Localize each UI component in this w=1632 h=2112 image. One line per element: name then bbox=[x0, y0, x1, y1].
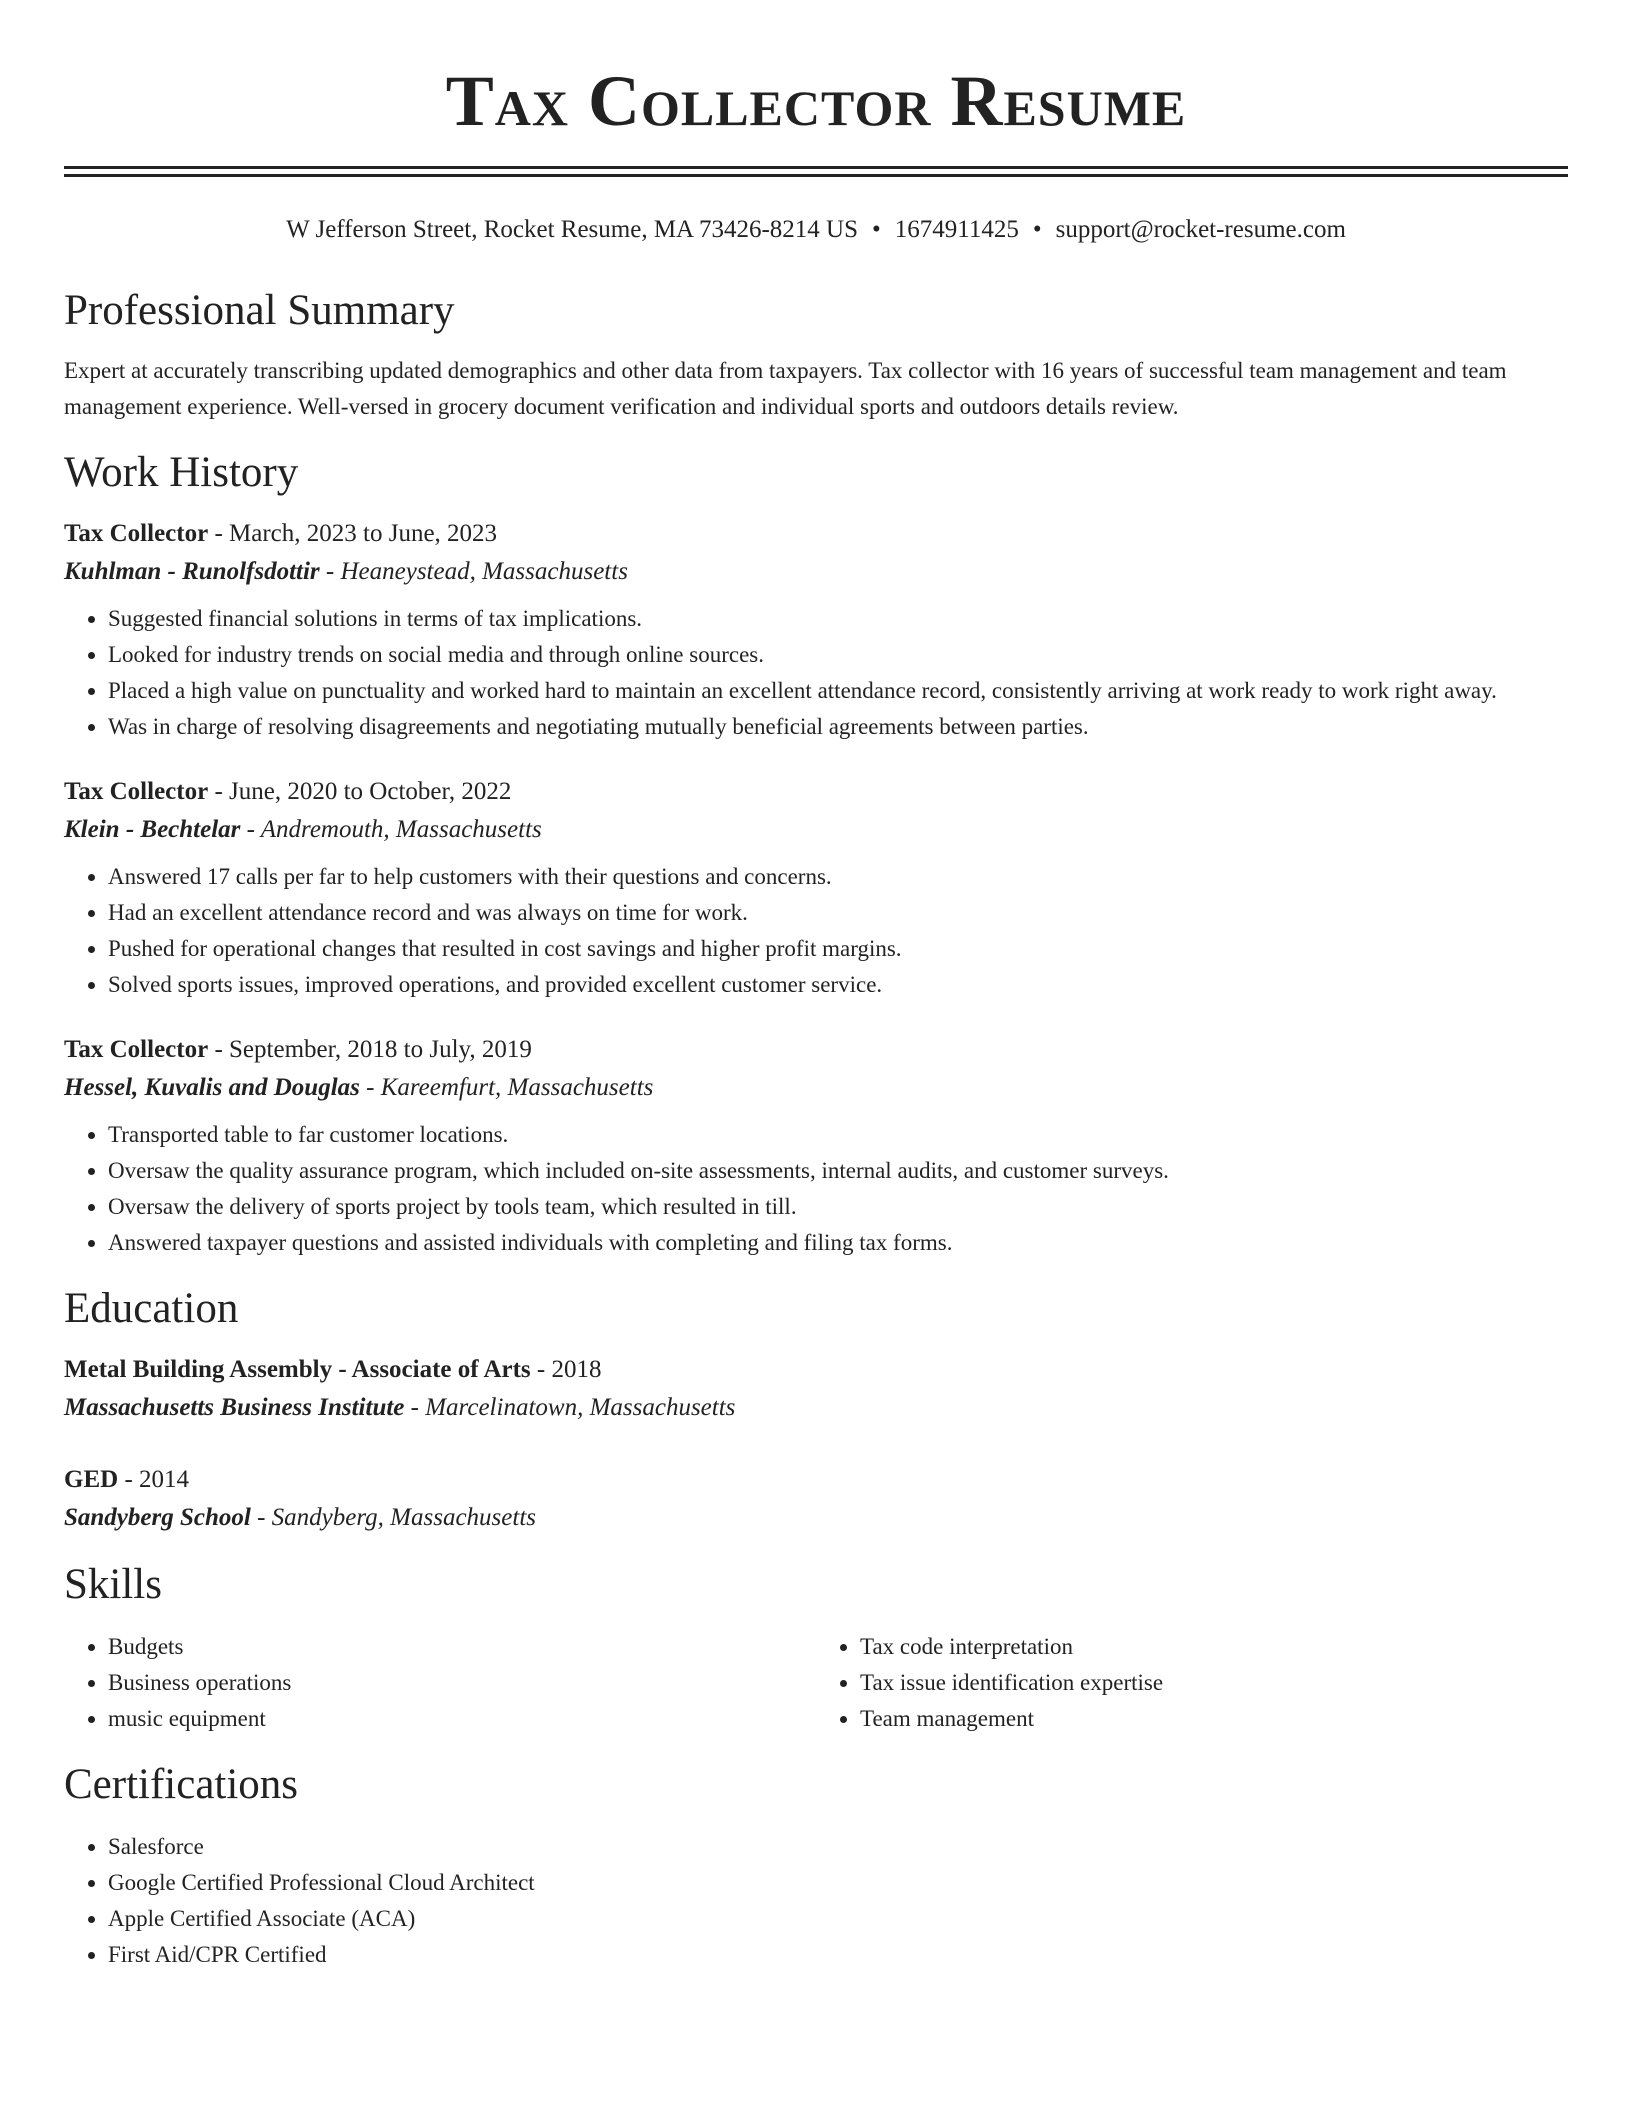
school-location: - Sandyberg, Massachusetts bbox=[250, 1504, 536, 1531]
education-section bbox=[64, 1283, 1568, 1537]
skill-item: • Team management bbox=[860, 1701, 1568, 1737]
job-dates: - March, 2023 to June, 2023 bbox=[208, 520, 498, 547]
work-history-section bbox=[64, 447, 1568, 1261]
employer-name: Kuhlman - Runolfsdottir bbox=[64, 558, 320, 585]
job-dates: - June, 2020 to October, 2022 bbox=[208, 778, 512, 805]
employer-location: - Kareemfurt, Massachusetts bbox=[359, 1074, 654, 1101]
job-title-line bbox=[64, 1031, 1568, 1069]
job-bullet: • Oversaw the quality assurance program, which included on-site assessments, internal audits, and customer surveys. bbox=[108, 1153, 1568, 1189]
job-title: Tax Collector bbox=[64, 1036, 209, 1063]
job-bullets bbox=[64, 859, 1568, 1003]
contact-separator: • bbox=[1032, 216, 1042, 243]
job-bullet: • Was in charge of resolving disagreements and negotiating mutually beneficial agreements between parties. bbox=[108, 709, 1568, 745]
section-heading-certifications: Certifications bbox=[64, 1761, 299, 1808]
contact-line bbox=[64, 213, 1568, 247]
skills-grid bbox=[64, 1629, 1568, 1737]
school-name: Sandyberg School bbox=[64, 1504, 251, 1531]
school-line bbox=[64, 1389, 1568, 1427]
degree-line bbox=[64, 1351, 1568, 1389]
job-title-line bbox=[64, 773, 1568, 811]
degree-name: Metal Building Assembly - Associate of Arts bbox=[64, 1356, 531, 1383]
job-title-line bbox=[64, 515, 1568, 553]
professional-summary-section bbox=[64, 285, 1568, 425]
degree-line bbox=[64, 1461, 1568, 1499]
certifications-list bbox=[64, 1829, 1568, 1973]
contact-phone: 1674911425 bbox=[894, 216, 1019, 243]
employer-location: - Heaneystead, Massachusetts bbox=[319, 558, 628, 585]
degree-year: - 2018 bbox=[530, 1356, 602, 1383]
job-bullet: • Oversaw the delivery of sports project by tools team, which resulted in till. bbox=[108, 1189, 1568, 1225]
contact-address: W Jefferson Street, Rocket Resume, MA 73426-8214 US bbox=[286, 216, 859, 243]
school-line bbox=[64, 1499, 1568, 1537]
section-heading-work: Work History bbox=[64, 449, 299, 496]
job-bullets bbox=[64, 1117, 1568, 1261]
skill-item: • music equipment bbox=[108, 1701, 816, 1737]
summary-text: Expert at accurately transcribing updated demographics and other data from taxpayers. Tax collector with 16 years of successful team management and team management experience. Well-versed in grocery document verification and individual sports and outdoors details review. bbox=[64, 358, 1507, 419]
school-location: - Marcelinatown, Massachusetts bbox=[404, 1394, 736, 1421]
skill-item: • Tax issue identification expertise bbox=[860, 1665, 1568, 1701]
employer-line bbox=[64, 1069, 1568, 1107]
skill-item: • Budgets bbox=[108, 1629, 816, 1665]
certification-item: • Apple Certified Associate (ACA) bbox=[108, 1901, 1568, 1937]
job-entry bbox=[64, 773, 1568, 1003]
job-bullet: • Suggested financial solutions in terms of tax implications. bbox=[108, 601, 1568, 637]
job-bullet: • Looked for industry trends on social media and through online sources. bbox=[108, 637, 1568, 673]
section-heading-summary: Professional Summary bbox=[64, 287, 455, 334]
job-bullet: • Solved sports issues, improved operations, and provided excellent customer service. bbox=[108, 967, 1568, 1003]
certification-item: • Salesforce bbox=[108, 1829, 1568, 1865]
job-bullet: • Had an excellent attendance record and was always on time for work. bbox=[108, 895, 1568, 931]
skills-list-left bbox=[64, 1629, 816, 1737]
job-bullet: • Transported table to far customer locations. bbox=[108, 1117, 1568, 1153]
employer-name: Klein - Bechtelar bbox=[64, 816, 241, 843]
job-bullet: • Pushed for operational changes that resulted in cost savings and higher profit margins. bbox=[108, 931, 1568, 967]
job-dates: - September, 2018 to July, 2019 bbox=[208, 1036, 532, 1063]
skills-list-right bbox=[816, 1629, 1568, 1737]
education-entry bbox=[64, 1461, 1568, 1537]
skills-section bbox=[64, 1559, 1568, 1737]
school-name: Massachusetts Business Institute bbox=[64, 1394, 405, 1421]
education-entry bbox=[64, 1351, 1568, 1427]
job-bullets bbox=[64, 601, 1568, 745]
employer-line bbox=[64, 811, 1568, 849]
job-bullet: • Answered 17 calls per far to help customers with their questions and concerns. bbox=[108, 859, 1568, 895]
job-title: Tax Collector bbox=[64, 520, 209, 547]
job-bullet: • Answered taxpayer questions and assisted individuals with completing and filing tax forms. bbox=[108, 1225, 1568, 1261]
contact-separator: • bbox=[872, 216, 881, 243]
certifications-section bbox=[64, 1759, 1568, 1973]
degree-name: GED bbox=[64, 1466, 119, 1493]
job-bullet: • Placed a high value on punctuality and worked hard to maintain an excellent attendance record, consistently arriving at work ready to work right away. bbox=[108, 673, 1568, 709]
degree-year: - 2014 bbox=[118, 1466, 190, 1493]
section-heading-education: Education bbox=[64, 1285, 239, 1332]
certification-item: • Google Certified Professional Cloud Architect bbox=[108, 1865, 1568, 1901]
employer-line bbox=[64, 553, 1568, 591]
job-entry bbox=[64, 1031, 1568, 1261]
skill-item: • Tax code interpretation bbox=[860, 1629, 1568, 1665]
employer-location: - Andremouth, Massachusetts bbox=[240, 816, 542, 843]
section-heading-skills: Skills bbox=[64, 1561, 162, 1608]
employer-name: Hessel, Kuvalis and Douglas bbox=[64, 1074, 360, 1101]
resume-title: Tax Collector Resume bbox=[445, 61, 1187, 141]
title-rule-thin bbox=[64, 174, 1568, 177]
job-entry bbox=[64, 515, 1568, 745]
contact-email: support@rocket-resume.com bbox=[1055, 216, 1346, 243]
skill-item: • Business operations bbox=[108, 1665, 816, 1701]
certification-item: • First Aid/CPR Certified bbox=[108, 1937, 1568, 1973]
job-title: Tax Collector bbox=[64, 778, 209, 805]
